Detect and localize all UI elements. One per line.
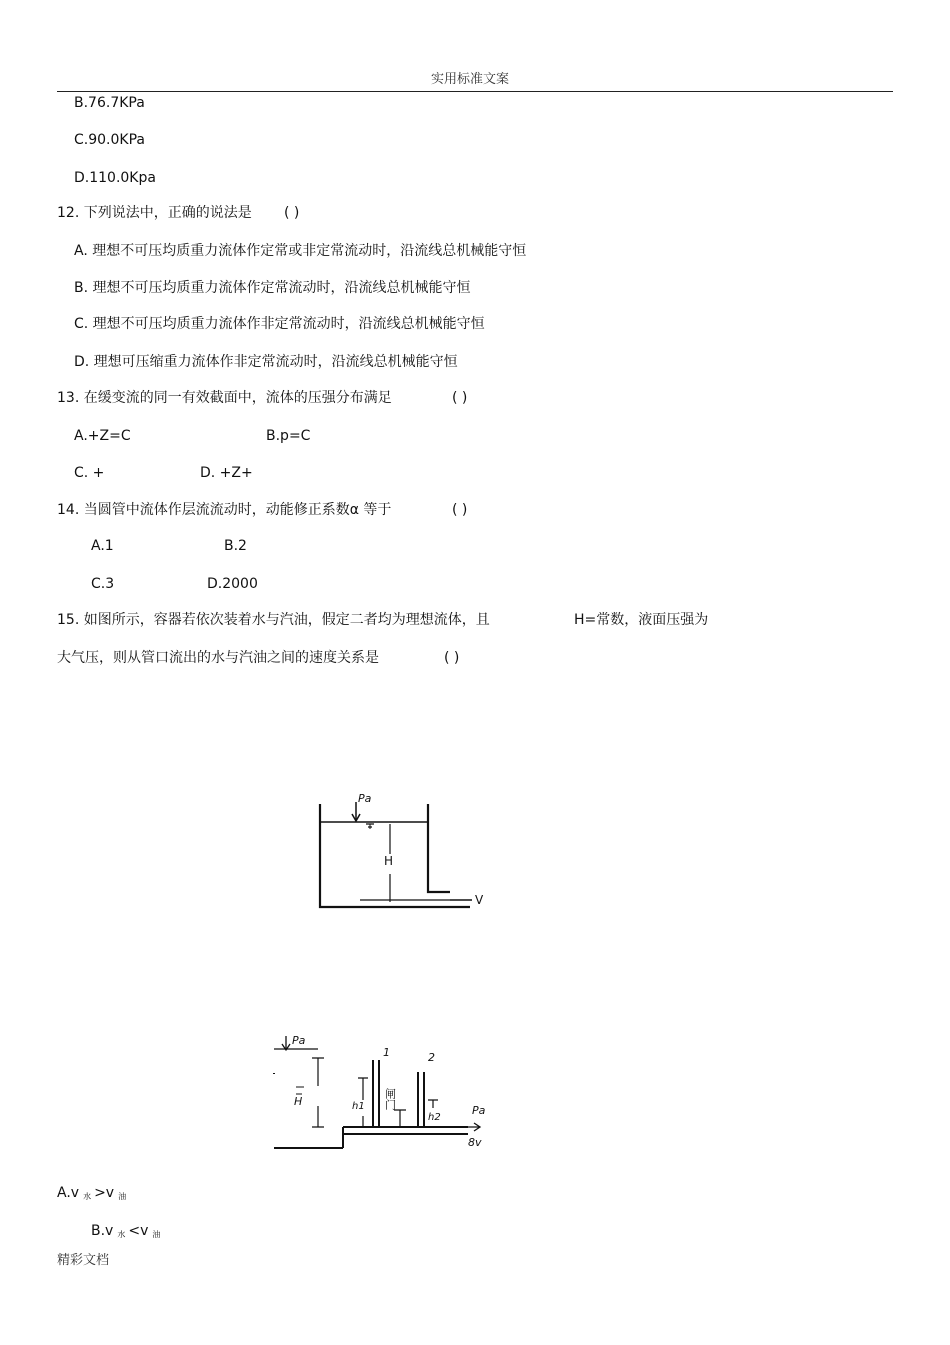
q15-b-sub-water: 水	[117, 1230, 126, 1239]
q12-stem: 12. 下列说法中，正确的说法是	[57, 205, 252, 221]
q13-option-a: A.+Z=C	[74, 428, 131, 444]
q15-a-prefix: A.v	[57, 1185, 80, 1201]
page-header: 实用标准文案	[431, 72, 510, 87]
fig2-pa-right-label: Pa	[472, 1104, 486, 1117]
fig1-v-label: V	[475, 893, 484, 907]
q15-option-b	[91, 1222, 163, 1244]
fig2-h2-label: h2	[428, 1112, 441, 1123]
q13-answer-paren: ( )	[452, 390, 468, 406]
fig2-v-label: 8v	[468, 1136, 482, 1149]
q12-answer-paren: ( )	[284, 205, 300, 221]
q14-answer-paren: ( )	[452, 502, 468, 518]
q13-stem: 13. 在缓变流的同一有效截面中，流体的压强分布满足	[57, 390, 392, 406]
q13-option-d: D. +Z+	[200, 465, 253, 481]
q14-option-d: D.2000	[207, 576, 258, 592]
fig2-pa-left-label: Pa	[292, 1034, 306, 1047]
q13-option-b: B.p=C	[266, 428, 311, 444]
q15-a-sub-water: 水	[83, 1192, 92, 1201]
fig2-tube1-label: 1	[383, 1046, 390, 1059]
q14-option-c: C.3	[91, 576, 115, 592]
q15-answer-paren: ( )	[444, 650, 460, 666]
page-footer: 精彩文档	[57, 1253, 110, 1268]
fig2-h-label: H	[294, 1095, 303, 1108]
q15-stem-line1-cont: H=常数，液面压强为	[574, 612, 709, 628]
q13-option-c: C. +	[74, 465, 105, 481]
fig1-h-label: H	[384, 854, 394, 868]
q14-stem: 14. 当圆管中流体作层流流动时，动能修正系数α 等于	[57, 502, 392, 518]
q12-option-a: A. 理想不可压均质重力流体作定常或非定常流动时，沿流线总机械能守恒	[74, 243, 527, 259]
q12-option-d: D. 理想可压缩重力流体作非定常流动时，沿流线总机械能守恒	[74, 354, 458, 370]
fig1-pa-label: Pa	[358, 792, 372, 805]
q12-option-c: C. 理想不可压均质重力流体作非定常流动时，沿流线总机械能守恒	[74, 316, 485, 332]
q15-b-sub-oil: 油	[152, 1230, 161, 1239]
q11-option-b: B.76.7KPa	[74, 95, 145, 111]
q15-option-a	[57, 1184, 129, 1206]
figure-pipe-piezometers	[268, 1030, 508, 1155]
q15-b-prefix: B.v	[91, 1223, 114, 1239]
q15-stem-line1: 15. 如图所示，容器若依次装着水与汽油，假定二者均为理想流体，且	[57, 612, 490, 628]
q11-option-c: C.90.0KPa	[74, 132, 145, 148]
q15-a-sub-oil: 油	[118, 1192, 127, 1201]
figure-tank-outlet	[300, 780, 510, 920]
q12-option-b: B. 理想不可压均质重力流体作定常流动时，沿流线总机械能守恒	[74, 280, 471, 296]
fig2-tube2-label: 2	[428, 1051, 435, 1064]
header-rule	[57, 91, 893, 92]
q14-option-b: B.2	[224, 538, 247, 554]
q11-option-d: D.110.0Kpa	[74, 170, 156, 186]
fig2-h1-label: h1	[352, 1101, 365, 1112]
q15-b-relation: <v	[128, 1223, 149, 1239]
q15-stem-line2: 大气压，则从管口流出的水与汽油之间的速度关系是	[57, 650, 379, 666]
q14-option-a: A.1	[91, 538, 114, 554]
q15-a-relation: >v	[94, 1185, 115, 1201]
fig2-valve-label: 闸门	[383, 1088, 397, 1110]
